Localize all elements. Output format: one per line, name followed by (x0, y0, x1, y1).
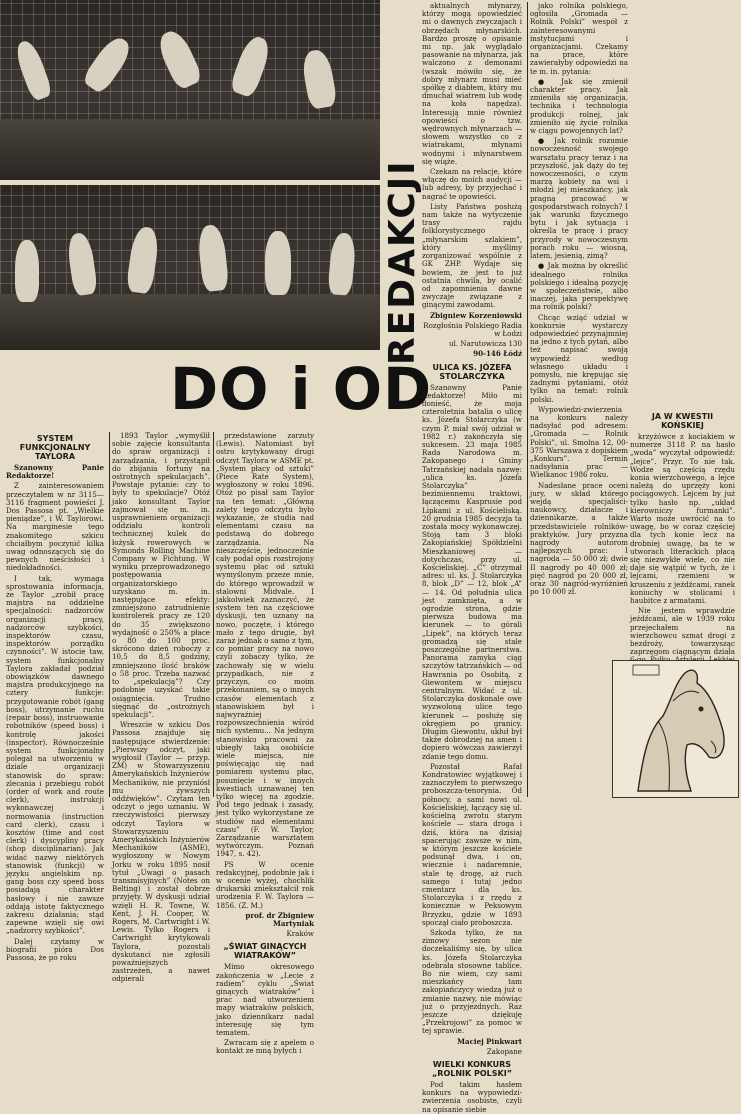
column-divider (213, 432, 214, 797)
masthead-title: DO i OD (170, 355, 433, 423)
article-col-middle (422, 1, 522, 1114)
horse-illustration (612, 660, 739, 798)
paragraph: ● Jak rolnik rozumie nowoczesność swojego warsztatu pracy teraz i na przyszłość, jak dąży do tej nowoczesności, o czym marzą kobiety na wsi i młodzi jej mieszkańcy, jak pragną pracować w gospodarstwach rolnych? I jak warunki fizycznego bytu i jak sytuacja i określa te pracę i pracy przyrody w nowoczesnym porach roku — wiosną, latem, jesienią, zimą? (530, 136, 628, 261)
column-divider (109, 432, 110, 797)
paragraph: Szkoda tylko, że na zimowy sezon nie doczekaliśmy się, by ulica ks. Józefa Stolarczyka odebrała stosowne tablice. Bo nie wiem, czy sami mieszkańcy tam zakopiańczycy wiedzą już o zmianie nazwy, nie mówiąc już o przyjezdnych. Raz jeszcze dziękuję „Przekrojowi” za pomoc w tej sprawie. (422, 927, 522, 1036)
signature: Zbigniew Korzeniowski (429, 310, 522, 320)
paragraph: Dalej czytamy w biografii pióra Dos Passosa, że po roku (6, 936, 104, 962)
paragraph: przedstawione zarzuty (Lewis). Natomiast był ostro krytykowany drugi odczyt Taylora w ASME pt. „System płacy od sztuki” (Piece Rate System), wygłoszony w roku 1896. Otóż po pisał sam Taylor na ten temat: „Główną zalety tego odczytu było wykazanie, że studia nad elementami czasu na podstawą do dobrego zarządzania. Na nieszczęście, jednocześnie cały podał opis rozstrojony systemu płac od sztuki wymyślonym przeze mnie, do którego wprowadził w stalowni Midvale. I jakkolwiek zaznaczyć, że system ten na częściowe dyskusji, ten uznany na nowo, poczęte, i którego mało z tego drugie, był zaraz jednak o samo z tym, co pomiar pracy na nowo czyli zobaczy tylko, że zachowały się w wielu przypadkach, nie z przyczyn, co moim przekonaniem, są o innych czasów elementach z stanowiskiem był i najwyraźniej rozpowszechnienia wśród nich systemu... Na jednym stanowisku pracowni za ubiegły taką osobiście wiele miejsca, nie poświęcając się nad pomiarem systemu płac, posunięcie i w innych kwestiach uznawanej ten tylko więcej na zgodzie. Pod tego jednak i zasady, jest tylko wykorzystane ze studiów nad elementami czasu” (F. W. Taylor, Zarządzanie warsztatem wytwórczym. Poznań 1947, s. 42). (216, 431, 314, 859)
column-divider (527, 2, 528, 797)
article-col-right (530, 1, 628, 597)
article-taylor-col1 (6, 430, 104, 962)
article-title: „ŚWIAT GINĄCYCH WIATRAKÓW” (223, 942, 307, 961)
article-horse-col (630, 408, 735, 658)
paragraph: Szanowny Panie Redaktorze! Miło mi donieść, że moja czteroletnia batalia o ulicę ks. Józefa Stolarczyka (w czym P. miał swój udział w 1982 r.) zakończyła się sukcesem. 23 maja 1985 Rada Narodowa m. Zakopanego i Gminy Tatrzańskiej nadała nazwę: „ulica ks. Józefa Stolarczyka” bezimiennemu traktowi, łączącemu Kasprusie pod Lipkami z ul. Kościeliską. 20 grudnia 1985 decyzja ta została mocy wykonawczej. Stoją tam 3 bloki Zakopiańskiej Spółdzielni Mieszkaniowej — dotychczas, przy ul. Kościeliskiej. „C” otrzymał adres: ul. ks. J. Stolarczyka 8, blok „D” — 12, blok „A” — 14. Od południa ulica jest zamknięta, a w ogrodzie strona, gdzie pierwsza budowa ma kierunek — to górali „Lipek”, na których teraz gromadzą się stale poszczególne partnerstwa. Panorama zamyka ciąg szczytów tatrzańskich — od Hawrania po Osobitą, z Giewontem w miejscu centralnym. Widać z ul. Stolarczyka doskonale owe wyzwoloną ulice tego kierunek — posłużę się okręgiem po granicy. Długim Giewontu, ukłuł był także dobrodziej na amen i dopiero wówczas zawierzył zdanie tego domu. (422, 382, 522, 761)
paragraph: I tak, wymaga sprostowania informacja, że Taylor „zrobił pracę majstra na oddzielne specjalności: nadzorców organizacji pracy, nadzorców szybkości, inspektorów czasu, inspektorów porządku czynności”. W istocie taw, system funkcjonalny Taylora zakładał podział obowiązków dawnego majstra produkcyjnego na cztery funkcje: przygotowanie robót (gang boss), utrzymanie ruchu (repair boss), instruowanie robotników (speed boss) i kontrolę jakości (inspector). Równocześnie system funkcjonalny polegał na utworzeniu w dziale organizacji stanowisk do spraw: zlecania i przebiegu robót (order of work and route clerk), instrukcji wykonawczej i normowania (instruction card clerk), czasu i kosztów (time and cost clerk) i dyscypliny pracy (shop disciplinarian). Jak widać nazwy niektórych stanowisk (funkcji) w języku angielskim np. gang boss czy speed boss posiadają charakter hasłowy i nie zawsze oddają istotę faktycznego zakresu działania; stąd zapewne wzięli się owi „nadzorcy szybkości”. (6, 573, 104, 936)
paragraph: jako rolnika polskiego, ogłosiła „Gromada — Rolnik Polski” wespół z zainteresowanymi instytucjami i organizacjami. Czekamy na prace, które zawierałyby odpowiedzi na te m. in. pytania: (530, 1, 628, 76)
photo-sequence-top (0, 0, 380, 180)
article-taylor-col2 (112, 431, 210, 984)
article-title: ULICA KS. JÓZEFA STOLARCZYKA (432, 362, 512, 381)
article-title: JA W KWESTII KOŃSKIEJ (651, 412, 714, 430)
signature: Maciej Pinkwart (457, 1036, 522, 1046)
vertical-heading: REDAKCJI (382, 159, 423, 365)
paragraph: Z zainteresowaniem przeczytałem w nr 3115—3116 fragment powieści J. Dos Passosa pt. „Wielkie pieniądze”, i W. Taylorowi. Na marginesie tego znakomitego szkicu chciałbym poczynić kilka uwag odnoszących się do pewnych nieścisłości i niedokładności. (6, 481, 104, 573)
paragraph: Zwracam się z apelem o kontakt ze mną byłych i (216, 1038, 314, 1056)
article-title: SYSTEM FUNKCJONALNY TAYLORA (19, 434, 91, 461)
paragraph: ● Jak można by określić idealnego rolnika polskiego i idealną pozycję w społeczeństwie, albo inaczej, jaka perspektywę ma rolnik polski? (530, 261, 628, 312)
signature: prof. dr Zbigniew Martyniak (245, 910, 314, 928)
paragraph: Szanowny Panie Redaktorze! (6, 463, 104, 481)
article-title: WIELKI KONKURS „ROLNIK POLSKI” (432, 1059, 512, 1078)
paragraph: Listy Państwa posłużą nam także na wytyczenie trasy rajdu folklorystycznego „młynarskim szlakiem”, który myślimy zorganizować wspólnie z GK ZHP. Wydaje się bowiem, że jest to już ostatnia chwila, by ocalić od zapomnienia dawne zwyczaje związane z ginącymi zawodami. (422, 201, 522, 310)
photo-sequence-bottom (0, 185, 380, 350)
signature-line: 90-146 Łódź (473, 349, 522, 359)
paragraph: Pod takim hasłem konkurs na wypowiedzi-zwierzenia osobiste, czyli na opisanie siebie (422, 1079, 522, 1114)
signature-place: Zakopane (486, 1046, 522, 1056)
article-taylor-col3 (216, 431, 314, 1056)
paragraph: Chcąc wziąć udział w konkursie wystarczy odpowiedzieć przynajmniej na jedno z tych pytań, albo też napisać swoją wypowiedź według własnego układu i pomysłu, nie krępując się żadnymi pytaniami, otóż tylko na temat: rolnik polski. (530, 312, 628, 404)
signature-line: ul. Narutowicza 130 (449, 339, 522, 349)
signature-place: Kraków (286, 929, 314, 939)
signature-line: Rozgłośnia Polskiego Radia w Łodzi (423, 320, 522, 338)
paragraph: Nadesłane prace oceni jury, w skład którego wejdą specjaliści-naukowcy, działacze i dziennikarze, a także przedstawiciele rolników-praktyków. Jury przyzna nagrody autorom najlepszych prac: I nagroda — 50 000 zł; dwie II nagrody po 40 000 zł; pięć nagród po 20 000 zł, oraz 30 nagród-wyróżnień po 10 000 zł. (530, 480, 628, 597)
paragraph: krzyżówce z kociakiem w numerze 3118 P. na hasło „woda” wyczytał odpowiedź: „lejce”. Przyr. To nie tak. Wodze są częścią rzędu konia wierzchowego, a lejce należą do uprzęży koni pociągowych. Lejcem by już tylko hasło np. „układ kierowniczy furmanki”. Warto może uwrócić na to uwagę, bo w coraz częściej dla tych konie lecz na drobniej uwagę, ba te w utworach literackich płacą się niezwykłe wiele, co nie daje się wątpić w tych, że i lejcami, rzemieni w kruszeniu z jeźdźcami, ranek koniuchy w stolicami i haubitce z armatami. (630, 432, 735, 606)
paragraph: Nie jestem wprawdzie jeźdźcami, ale w 1939 roku przejechałem na wierzchowcu szmat drogi z bezdroży, towarzysząc zaprzęgom ciągnącym działa (630, 606, 735, 657)
paragraph: Pozostał Rafał Kondratowiec wyjątkowej i zaznaczyłem to pierwszego proboszcza-tenorynia. Od północy, a sami nowi ul. Kościeliskiej, łączący się ul. kościelną zwrotu starym kościele — stara droga i dziś, która na dzisiaj spacerując zawsze w nim, w którym jeszcze kościele podsunął dwa, i on, wiecznie i nadaremnie, stale tę drogę, aż ruch samego i tutaj jedno cmentarz dla ks. Stolarczyka i z rzędu z koniecznie w Peksowym Brzyzku, gdzie w 1893 spoczął ciało proboszcza. (422, 761, 522, 927)
paragraph: ● Jak się zmienił charakter pracy. Jak zmieniła się organizacja, technika i technologia produkcji rolnej, jak zmieniło się życie rolnika w ciągu powojennych lat? (530, 76, 628, 136)
paragraph: Czekam na relacje, które włączę do moich audycji — lub adresy, by przyjechać i nagrać te opowieści. (422, 167, 522, 201)
paragraph: aktualnych młynarzy, którzy mogą opowiedzieć mi o dawnych zwyczajach i obrzędach młynarskich. Bardzo proszę o opisanie mi np. jak wyglądało pasowanie na młynarza, jak walczono z demonami (wszak mówiło się, że dobry młynarz musi mieć spółkę z diabłem, który mu dmuchał wiatrem lub wodę na koła napędza). Interesują mnie również opowieści o tzw. wędrownych młynarzach — słowem wszystko co z wiatrakami, młynami wodnymi i młynarstwem się wiąże. (422, 1, 522, 166)
paragraph: Wreszcie w szkicu Dos Passosa znajduje się następujące stwierdzenie: „Pierwszy odczyt, jaki wygłosił (Taylor — przyp. ZM) w Stowarzyszeniu Amerykańskich Inżynierów Mechaników, nie przyniósł mu żywszych oddźwięków”. Czytam ten odczyt o jego uznaniu. W rzeczywistości pierwszy odczyt Taylora w Stowarzyszeniu Amerykańskich Inżynierów Mechaników (ASME), wygłoszony w Nowym Jorku w roku 1895 nosił tytuł „Uwagi o pasach transmisyjnych” (Notes on Belting) i został dobrze przyjęty. W dyskusji udział wzięli H. R. Towne, W. Kent, J. H. Cooper, W. Rogers, M. Cartwright i W. Lewis. Tylko Rogers i Cartwright krytykowali Taylora, pozostali dyskutanci nie zgłosili poważniejszych zastrzeżeń, a nawet odpierali (112, 720, 210, 984)
paragraph: 1893 Taylor „wymyślił sobie zajęcie konsultanta do spraw organizacji i zarządzania, i przystąpił do zbijania fortuny na ostrotnych spekulacjach”. Powstaje pytanie: czy to były to spekulacje? Otóż jako konsultant Taylor zajmował się m. in. usprawnieniem organizacji oddziału kontroli technicznej kulek do łożysk rowerowych w Symonds Rolling Machine Company w Fichtung. W wyniku przeprowadzonego postępowania organizatorskiego uzyskano m. in. następujące efekty: zmniejszono zatrudnienie kontrolerek pracy ze 120 do 35 zwiększono wydajność o 250% a płace o 80 do 100 proc. skrócono dzień roboczy z 10,5 do 8,5 godziny, zmniejszono ilość braków o 58 proc. Trzeba nazwać to „spekulacją”? Czy podobnie uzyskać takie osiągnięcia. Trudno sięgnąć do „ostrożnych spekulacji”. (112, 431, 210, 719)
paragraph: Mimo okresowego zakończenia w „Lecie z radiem” cyklu „Świat ginących wiatraków” i prac nad utworzeniem mapy wiatraków polskich, jako dziennikarz nadal interesuję się tym tematem. (216, 962, 314, 1038)
paragraph: Wypowiedzi-zwierzenia na konkurs należy nadsyłać pod adresem: „Gromada — Rolnik Polski”, ul. Smolna 12, 00-375 Warszawa z dopiskiem „Konkurs”. Termin nadsyłania prac — Wielkanoc 1986 roku. (530, 404, 628, 480)
paragraph: PS W ocenie redakcyjnej, podobnie jak i w ocenie wyżej, chochlik drukarski zniekształcił rok urodzenia F. W. Taylora — 1856. (Z. M.) (216, 859, 314, 910)
